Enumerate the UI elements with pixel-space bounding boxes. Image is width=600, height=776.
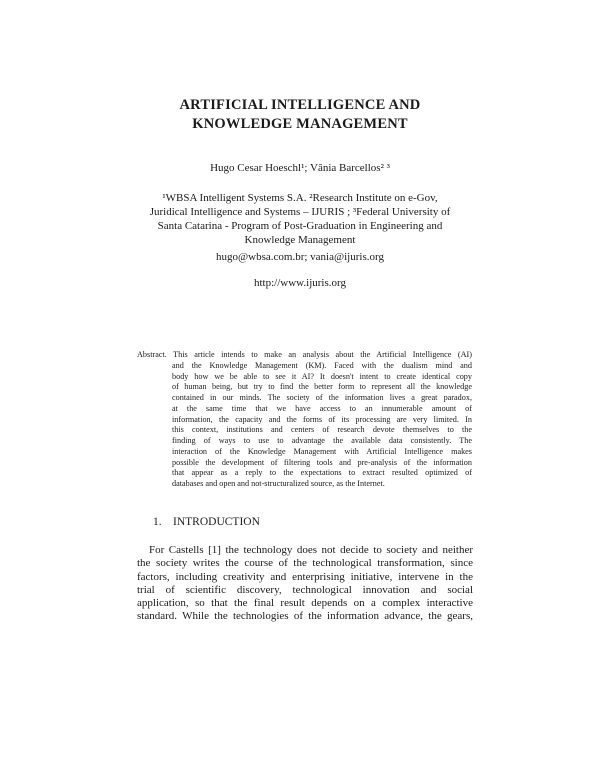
author-emails: hugo@wbsa.com.br; vania@ijuris.org [216, 251, 384, 263]
abstract-line: body how we be able to see it AI? It doesn't intent to create identical copy [172, 371, 472, 381]
abstract-line: possible the development of filtering tools and pre-analysis of the information [172, 457, 472, 467]
affiliations [120, 191, 480, 247]
abstract-line: contained in our minds. The society of the information lives a great paradox, [172, 393, 472, 402]
body-line: the society writes the course of the technological transformation, since [137, 557, 473, 570]
abstract-line: that appear as a reply to the expectations to extract resulted optimized of [172, 468, 472, 478]
affiliation-line: ¹WBSA Intelligent Systems S.A. ²Research Institute on e-Gov, [162, 192, 438, 204]
body-line: factors, including creativity and enterprising initiative, intervene in the [137, 570, 473, 583]
abstract-line: finding of ways to use to advantage the available data consistently. The [172, 436, 472, 445]
affiliation-line: Knowledge Management [244, 234, 356, 246]
body-line: standard. While the technologies of the information advance, the gears, [137, 610, 473, 623]
abstract-line: at the same time that we have access to an innumerable amount of [172, 403, 472, 413]
section-heading [153, 515, 260, 529]
abstract-block [137, 350, 472, 490]
abstract-line: Abstract. This article intends to make an analysis about the Artificial Intelligence (AI) [137, 350, 472, 359]
website-url: http://www.ijuris.org [254, 277, 346, 289]
abstract-line: and the Knowledge Management (KM). Faced with the dualism mind and [172, 360, 472, 370]
abstract-line: databases and open and not-structuralized source, as the Internet. [172, 479, 385, 488]
abstract-line: this context, institutions and centers of research devote themselves to the [172, 425, 472, 435]
paper-title [100, 96, 500, 134]
body-line: For Castells [1] the technology does not decide to society and neither [149, 544, 473, 556]
body-paragraph [137, 544, 473, 624]
section-number: 1. [153, 516, 162, 528]
body-line: application, so that the final result depends on a complex interactive [137, 597, 473, 610]
author-list: Hugo Cesar Hoeschl¹; Vânia Barcellos² ³ [210, 162, 390, 174]
abstract-line: interaction of the Knowledge Management with Artificial Intelligence makes [172, 446, 472, 456]
section-title: INTRODUCTION [173, 516, 260, 528]
body-line: trial of scientific discovery, technological innovation and social [137, 583, 473, 596]
title-line: ARTIFICIAL INTELLIGENCE AND [179, 97, 421, 113]
affiliation-line: Santa Catarina - Program of Post-Graduation in Engineering and [157, 220, 443, 232]
abstract-line: information, the capacity and the forms of its processing are very limited. In [172, 414, 472, 424]
affiliation-line: Juridical Intelligence and Systems – IJURIS ; ³Federal University of [149, 206, 451, 218]
abstract-line: of human being, but try to find the better form to represent all the knowledge [172, 382, 472, 392]
title-line: KNOWLEDGE MANAGEMENT [192, 116, 408, 132]
